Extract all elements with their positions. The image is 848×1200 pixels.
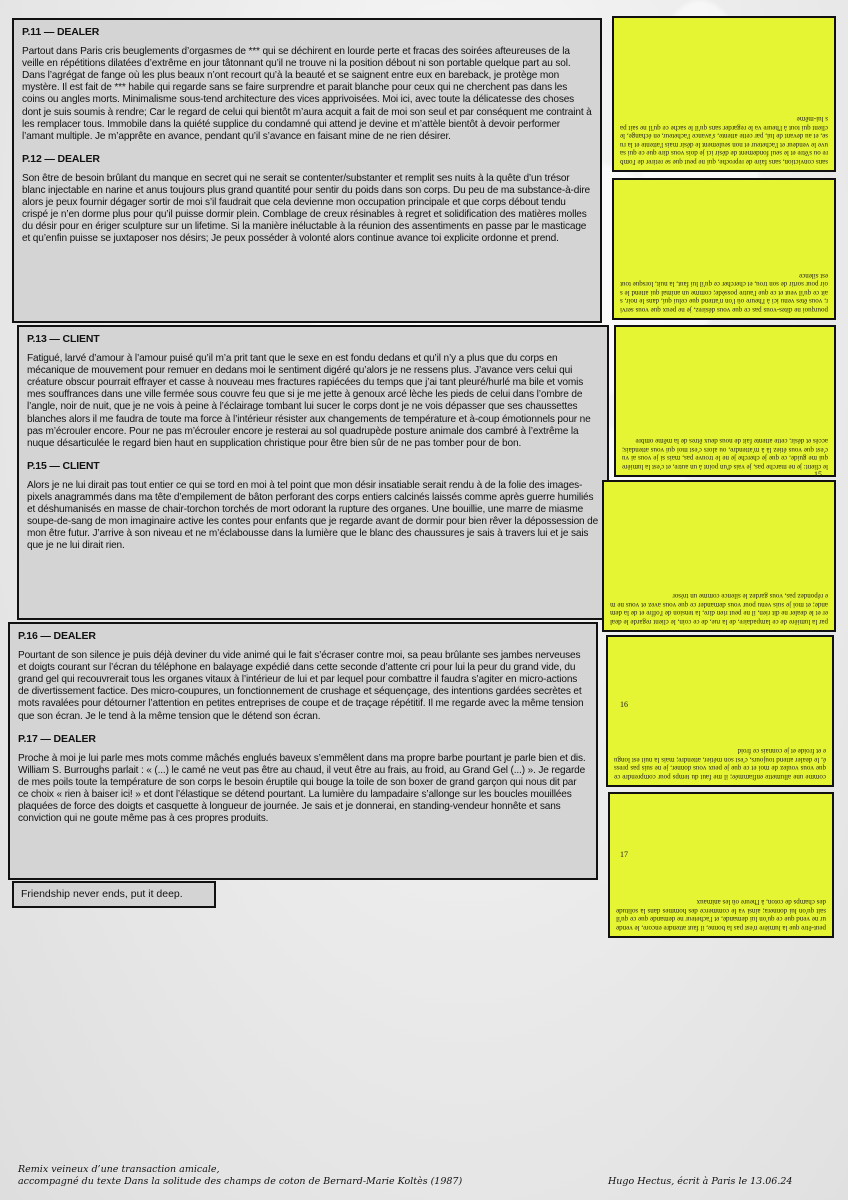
section-text: Son être de besoin brûlant du manque en secret qui ne serait se contenter/substanter et remplit ses nuits à la quête d’un trésor blanc injectable en narine et anus toujours plus grand quantité pour sentir du poids dans son corps. Du peu de ma substance-à-dire alors je peux fournir dégager sortir de moi s’il faudrait que cela devienne mon occupation principale et que corps débout tendu crispé je n’en dorme plus pour qu’il puisse dormir plein. Comblage de creux résinables à regret et solidification des matières molles du désir pour en ériger sculpture sur un lifetime. Si la manière inéluctable à la réunion des assentiments en passe par le masticage et qu’enfin puisse se juxtaposer nos désirs; Je peux posséder à volonté alors continue avance toi explicite ordonne et prend. — [22, 172, 590, 245]
book-scan — [602, 480, 836, 632]
section-p13-p15 — [17, 325, 609, 620]
section-p11-p12 — [12, 18, 602, 323]
footer-line-1: Remix veineux d’une transaction amicale, — [18, 1164, 220, 1175]
scan-text: sans conviction, sans faire de reproche, qui ne peut que se retirer de l'ombre ou s'être et le seul fondement de désir ici je dois vous dire que ce qui sauve le vendeur et l'acheteur et non seulement le désir mais l'attente et la ruse, et au devant de lui, par cette attente, s'avance l'acheteur, en échange, le client qui tout à l'heure va le regarder sans qu'il le sache ce qu'il ne sait pas lui-même — [620, 115, 828, 166]
scan-text: peut-être que la lumière n'est pas la bonne, il faut attendre encore, le vendeur ne vend que ce qu'on lui demande, et l'acheteur ne demande que ce qu'il sait qu'on lui donnera; ainsi va le commerce des hommes dans la solitude des champs de coton, à l'heure où les animaux — [616, 898, 826, 932]
section-heading: P.12 — DEALER — [22, 152, 100, 165]
section-text: Alors je ne lui dirait pas tout entier ce qui se tord en moi à tel point que mon désir insatiable serait rendu à de la folie des images-pixels anagrammés dans ma tête d’empilement de bâton perforant des corps entiers calcinés laissés comme après guerre humiliés et déshumanisés en masse de chair-torchon torchés de mort odorant la rupture des organes. Une bouillie, une marre de miasme soupe-de-sang de mon imaginaire active les contes pour enfants que je regarde avant de dormir pour bien rêver la dépossession de mon être futur. J’arrive à son niveau et ne m’éclabousse dans la lumière que le blanc des chaussures je sais à travers lui et je sais que je ne lui dirait rien. — [27, 479, 599, 552]
section-p16-p17 — [8, 622, 598, 880]
book-scan — [608, 792, 834, 938]
section-text: Proche à moi je lui parle mes mots comme mâchés englués baveux s’emmêlent dans ma propre barbe pourtant je parle bien et dis. William S. Burroughs parlait : « (...) le camé ne veut pas être au chaud, il veut être au frais, au froid, au Grand Gel (...) ». Je regarde de mes poils toute la température de son corps le besoin éruptile qui bouge la toile de son boxer de grand garçon qui nous dit par ce choix « rien à baiser ici! » et dont l’élastique se détend pourtant. La lumière du lampadaire s’allonge sur les boucles mouillées plaquées de force des doigts et casquette à longueur de journée. Je sais et je donnerai, en standing-vendeur honnête et sans conviction qui ne goute même pas à ces propres produits. — [18, 752, 586, 825]
scan-text: pourquoi ne dites-vous pas ce que vous désirez, je ne peux que vous servir, vous êtes venu ici à l'heure où l'on n'attend que celui qui, dans le noir, sait ce qu'il veut et ce que l'autre possède; comme un animal qui attend le soir pour sortir de son trou, et chercher ce qu'il lui faut, la nuit, lorsque tout est silence — [620, 271, 828, 314]
section-text: Fatigué, larvé d’amour à l’amour puisé qu’il m’a prit tant que le sexe en est fondu dedans et qu’il n’y a plus que du corps en mécanique de mouvement pour remuer en dedans moi le sentiment digéré qu’alors je ne ressens plus. J’avance vers celui qui créature obscur pourrait effrayer et casse à nouveau mes fractures rapiécées du temps que j’ai tant pleuré/hurlé ma bile et vomis mes souffrances dans une ville fermée sous couvre feu que si je me jette à genoux arcé lèche les pieds de celui dans l’ombre de l’angle, noir de nuit, que je ne vois à peine à l’éclairage tombant lui sucer le corps dont je ne vois dépasser que ses chaussettes blanches alors il me faudra de toute ma force à l’intérieur résister aux changements de température et à-coup émotionnels pour ne pas m’écrouler encore. Pour ne pas m’écrouler encore je resterai au sol quadrupède posture animale dos cambré à l’extrême la nuque désarticulée le regard bien haut en supplication christique pour être bien sûr de ne pas tomber pour de bon. — [27, 353, 591, 449]
section-text: Partout dans Paris cris beuglements d’orgasmes de *** qui se déchirent en lourde perte et fracas des soirées afteureuses de la veille en répétitions dilatées d’extrême en jour tâtonnant qu’il ne trouve ni la position débout ni son portable quelque part au sol. Dans l’agrégat de fange où les plus beaux n’ont recourt qu’à la beauté et se saignent entre eux en bareback, je protège mon mystère. Il est fait de *** habile qui regarde sans se faire surprendre et parait blanche pour ceux qui ne cherchent pas dans les coins ou angles morts. Minimalisme sous-tend architecture des vices apprivoisées. Moi ici, avec toute la délicatesse des choses dont je suis soumis à rendre; Car le regard de celui qui bientôt m’aura acquit a fait de moi son seul et par conséquent me contraint à les remplacer tous. Immobile dans la quiété supplice du condamné qui attend je devine et m’attèle bientôt à devoir performer l’amant multiple. Je m’apprête en avance, pendant qu’il s’avance en faisant mine de ne rien désirer. — [22, 46, 592, 142]
page-number: 16 — [620, 700, 628, 709]
book-scan — [612, 178, 836, 320]
page-number: 17 — [620, 850, 628, 859]
scan-text: le client: je ne marche pas, je vais d'un point à un autre, et c'est la lumière qui me guide, ce que je cherche je ne le trouve pas, mais si je vous ai vu c'est que vous étiez là à m'attendre, ou alors c'est moi qui vous attendais; accès et désir, cette attente fait de nous deux êtres de la même ombre — [622, 437, 828, 471]
section-heading: P.15 — CLIENT — [27, 459, 100, 472]
footer-credit — [18, 1164, 538, 1188]
book-scan — [614, 325, 836, 477]
footer-line-2: accompagné du texte Dans la solitude des champs de coton de Bernard-Marie Koltès (1987) — [18, 1176, 463, 1187]
section-heading: P.13 — CLIENT — [27, 333, 100, 345]
scan-text: par la lumière de ce lampadaire, de la rue, de ce coin, le client regarde le dealer et le dealer ne dit rien, il ne peut rien dire, la tension de l'offre et de la demande; et moi je suis venu pour vous demander ce que vous avez et vous ne me répondez pas, vous gardez le silence comme un trésor — [610, 592, 828, 626]
tagline: Friendship never ends, put it deep. — [12, 881, 216, 908]
section-heading: P.17 — DEALER — [18, 732, 96, 745]
section-text: Pourtant de son silence je puis déjà deviner du vide animé qui le fait s’écraser contre moi, sa peau brûlante ses jambes nerveuses et doigts courant sur l’écran du téléphone en balayage expédié dans cette seconde d’attente cri pour lui la peur du grand vide, du grand gel qui recouvrerait tous les organes vitaux à l’intérieur de lui et par lequel pour combattre il faudra s’agiter en micro-actions de divertissement factice. Des micro-coupures, un fonctionnement de crushage et séquençage, des intentions gardées secrètes et mots ravalées pour détourner l’attention en petites entreprises de coupe et de traçage répétitif. Il me regarde avec la même tension que son écran. Je le tend à la même tension que le détend son écran. — [18, 650, 584, 722]
page-number: 15 — [814, 470, 822, 479]
section-heading: P.11 — DEALER — [22, 26, 100, 38]
scan-text: comme une allumette enflammée; il me faut du temps pour comprendre ce que vous voulez de moi et ce que je peux vous donner, je ne suis pas pressé, le dealer attend toujours, c'est son métier, attendre; mais la nuit est longue et froide et je connais ce froid — [614, 747, 826, 781]
book-scan — [606, 635, 834, 787]
book-scan — [612, 16, 836, 172]
footer-signature: Hugo Hectus, écrit à Paris le 13.06.24 — [608, 1176, 793, 1187]
section-heading: P.16 — DEALER — [18, 630, 96, 642]
